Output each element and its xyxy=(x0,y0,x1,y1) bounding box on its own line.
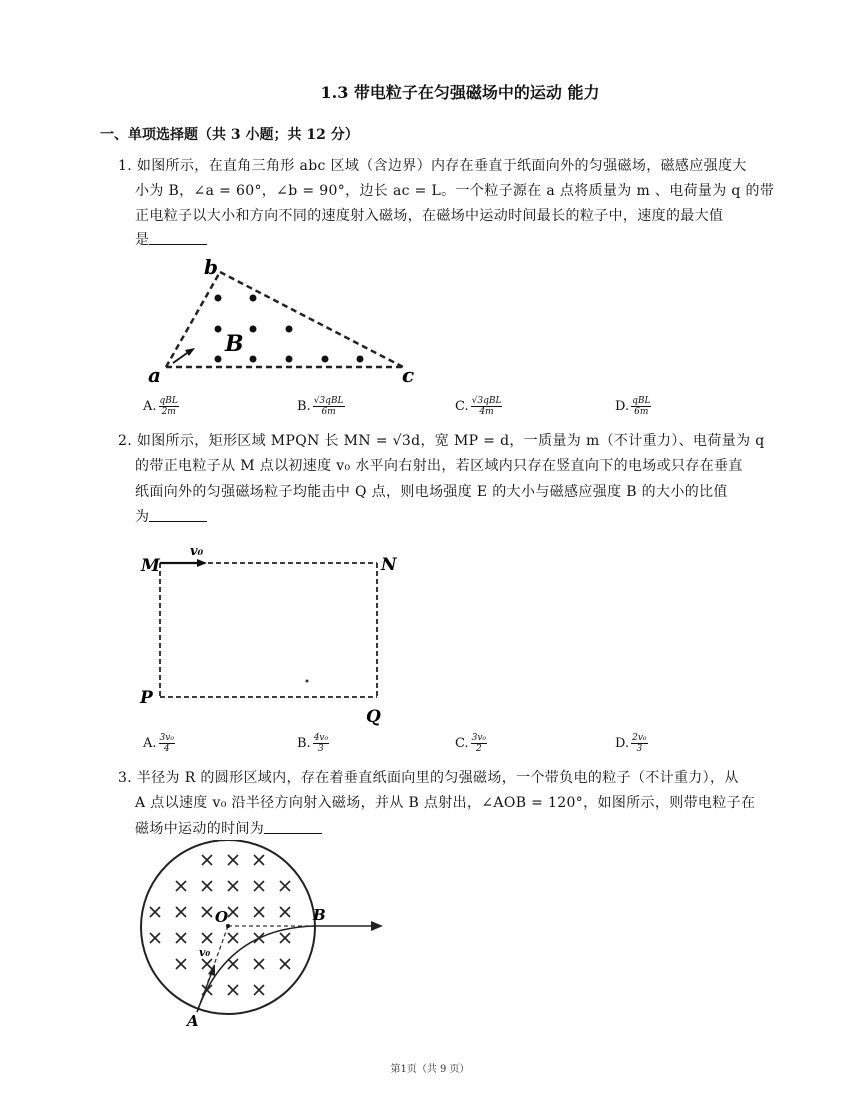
q1-label-b: b xyxy=(204,255,218,279)
q1-text-line-1: 1. 如图所示，在直角三角形 abc 区域（含边界）内存在垂直于纸面向外的匀强磁场，磁感应强度大 xyxy=(118,158,747,174)
q2-label-N: N xyxy=(381,555,397,575)
q1-option-d: D. $\frac{\text{qBL}}{6m}$ xyxy=(615,396,651,417)
q2-rectangle-figure xyxy=(135,533,405,733)
q2-stem-end: 为 xyxy=(135,509,150,525)
q2-answer-blank xyxy=(149,509,207,522)
q2-option-d: D. $\frac{\text{2v₀}}{3}$ xyxy=(615,733,647,754)
q2-option-a: A. $\frac{\text{3v₀}}{4}$ xyxy=(143,733,174,754)
q1-label-c: c xyxy=(402,363,415,387)
q2-option-c: C. $\frac{\text{3v₀}}{2}$ xyxy=(455,733,487,754)
q3-label-O: O xyxy=(215,908,229,926)
q2-option-b: B. $\frac{\text{4v₀}}{3}$ xyxy=(297,733,329,754)
q2-text-line-4 xyxy=(135,506,207,526)
q3-answer-blank xyxy=(264,821,322,834)
q3-label-v0: v₀ xyxy=(199,946,211,959)
q2-label-v0: v₀ xyxy=(190,544,204,559)
q1-label-a: a xyxy=(148,363,161,387)
q2-text-line-2: 的带正电粒子从 M 点以初速度 v₀ 水平向右射出，若区域内只存在竖直向下的电场或只存在垂直 xyxy=(135,458,743,474)
q2-label-M: M xyxy=(141,556,160,576)
q2-text-line-3: 纸面向外的匀强磁场粒子均能击中 Q 点，则电场强度 E 的大小与磁感应强度 B 的大小的比值 xyxy=(135,484,728,500)
page-title: 1.3 带电粒子在匀强磁场中的运动 能力 xyxy=(320,83,600,102)
q1-label-field-B: B xyxy=(225,331,244,357)
section-heading: 一、单项选择题（共 3 小题；共 12 分） xyxy=(100,127,359,143)
page-footer: 第1页（共 9 页） xyxy=(390,1064,470,1075)
q2-label-P: P xyxy=(140,688,153,708)
q1-text-line-3: 正电粒子以大小和方向不同的速度射入磁场，在磁场中运动时间最长的粒子中，速度的最大值 xyxy=(135,208,724,224)
q3-text-line-2: A 点以速度 v₀ 沿半径方向射入磁场，并从 B 点射出，∠AOB = 120°，如图所示，则带电粒子在 xyxy=(135,795,756,811)
q2-label-Q: Q xyxy=(366,707,381,727)
q1-option-a: A. $\frac{\text{qBL}}{2m}$ xyxy=(143,396,178,417)
q3-text-line-3 xyxy=(135,818,322,838)
q1-stem-end: 是 xyxy=(135,232,150,248)
q1-answer-blank xyxy=(149,232,207,245)
q3-label-A: A xyxy=(187,1012,199,1030)
q1-triangle-figure xyxy=(140,252,430,387)
q3-text-line-1: 3. 半径为 R 的圆形区域内，存在着垂直纸面向里的匀强磁场，一个带负电的粒子（不计重力），从 xyxy=(118,770,739,786)
q3-circle-figure xyxy=(135,840,395,1030)
q2-text-line-1: 2. 如图所示，矩形区域 MPQN 长 MN = √3d，宽 MP = d，一质量为 m（不计重力）、电荷量为 q xyxy=(118,433,765,449)
q1-text-line-4 xyxy=(135,229,207,249)
q3-stem-end: 磁场中运动的时间为 xyxy=(135,821,265,837)
q1-option-c: C. $\frac{\text{√3qBL}}{4m}$ xyxy=(455,396,502,417)
q1-text-line-2: 小为 B，∠a = 60°，∠b = 90°，边长 ac = L。一个粒子源在 a 点将质量为 m 、电荷量为 q 的带 xyxy=(135,183,775,199)
q1-option-b: B. $\frac{\text{√3qBL}}{6m}$ xyxy=(297,396,344,417)
q3-label-B: B xyxy=(313,906,326,924)
